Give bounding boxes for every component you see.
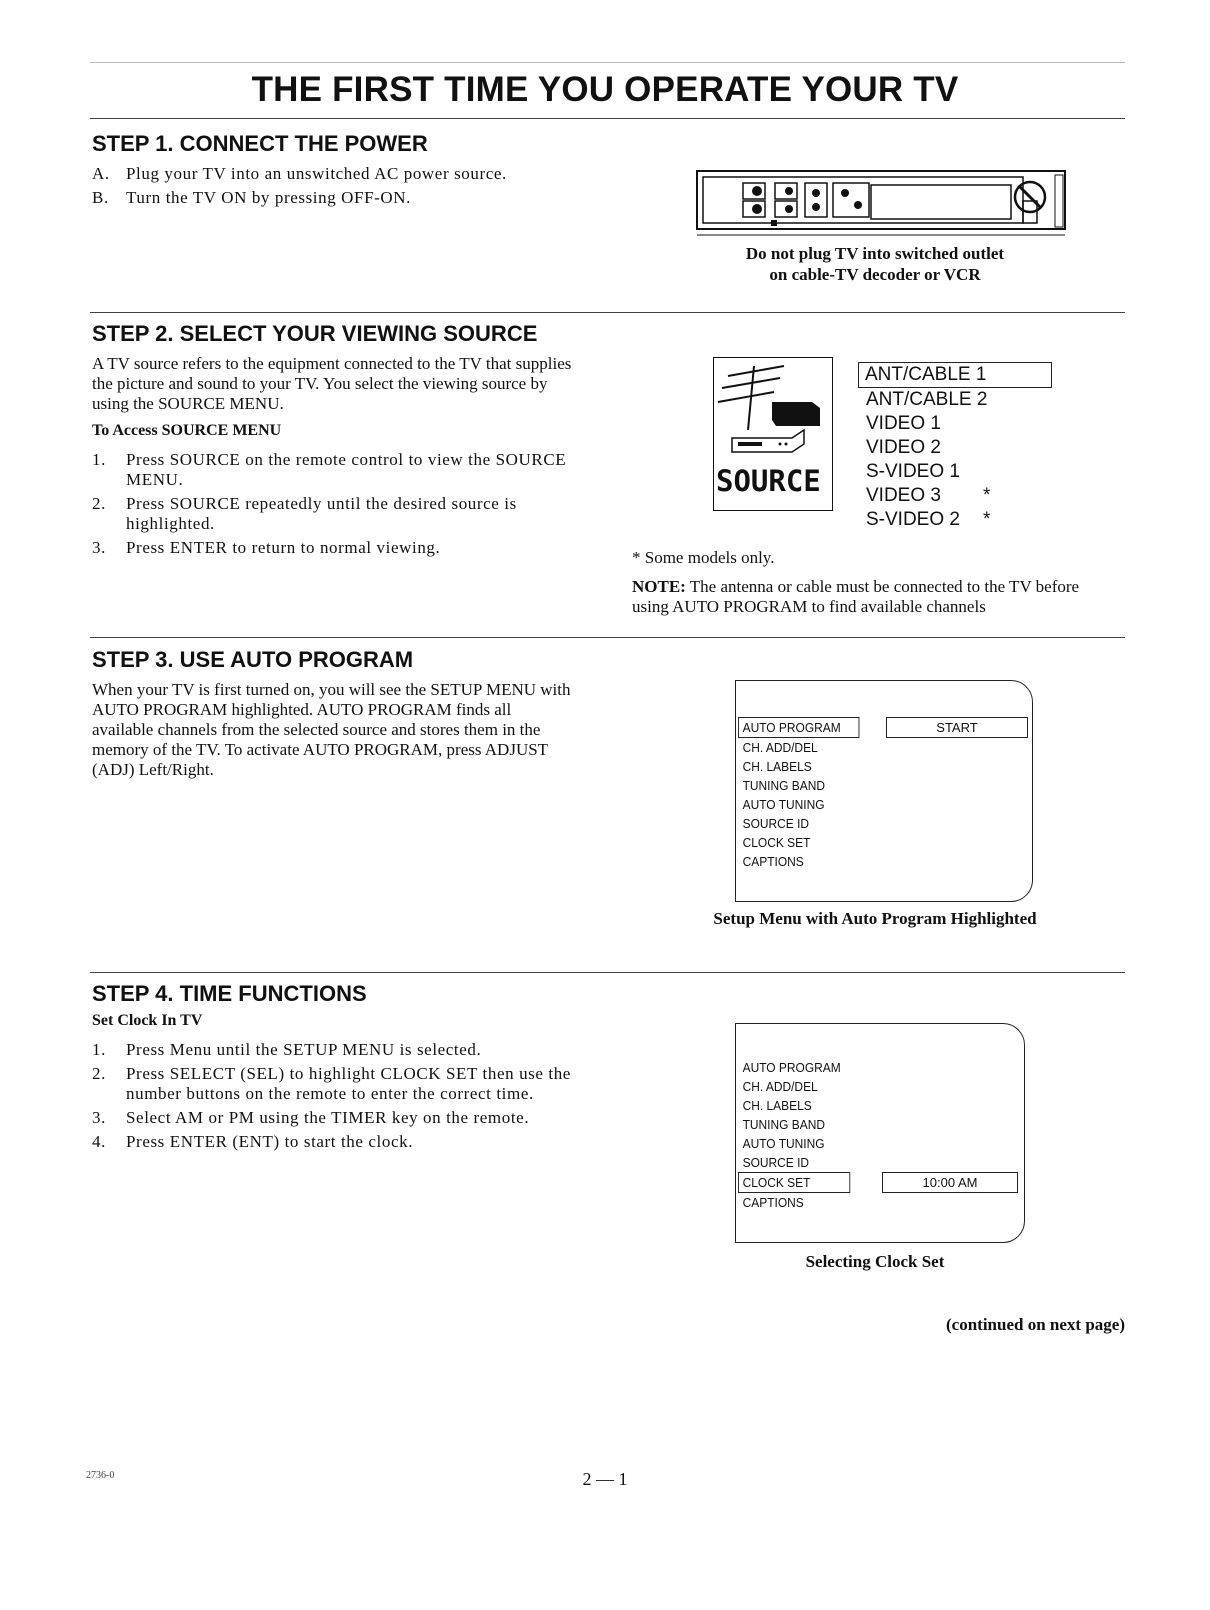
menu-item[interactable]: SOURCE ID <box>742 1155 810 1170</box>
step1-caption: Do not plug TV into switched outlet on cable-TV decoder or VCR <box>745 244 1005 284</box>
source-item[interactable]: ANT/CABLE 2 <box>866 389 988 410</box>
step4-heading: STEP 4. TIME FUNCTIONS <box>92 981 367 1006</box>
menu-value[interactable]: 10:00 AM <box>882 1172 1018 1193</box>
list-item: 1. Press Menu until the SETUP MENU is selected. <box>92 1040 482 1059</box>
source-label: SOURCE <box>716 464 821 498</box>
step4-caption: Selecting Clock Set <box>805 1252 945 1271</box>
menu-item[interactable]: CH. LABELS <box>742 759 812 774</box>
source-item[interactable]: S-VIDEO 1 <box>866 461 960 482</box>
menu-item[interactable]: TUNING BAND <box>742 778 825 793</box>
section-rule <box>90 972 1125 973</box>
menu-item[interactable]: CH. LABELS <box>742 1098 812 1113</box>
menu-item[interactable]: AUTO TUNING <box>742 1136 825 1151</box>
step2-intro: A TV source refers to the equipment connected to the TV that supplies the picture and sound to your TV. You select the viewing source by using the SOURCE MENU. <box>92 354 572 413</box>
footnote: * Some models only. <box>632 548 775 567</box>
section-rule <box>90 637 1125 638</box>
step2-list <box>92 450 592 562</box>
step4-list <box>92 1040 592 1156</box>
menu-item[interactable]: CLOCK SET <box>742 835 811 850</box>
step2-subheading: To Access SOURCE MENU <box>92 422 282 439</box>
step1-list <box>92 164 612 212</box>
asterisk-mark: * <box>983 485 991 506</box>
setup-menu-clock-set <box>735 1023 1025 1243</box>
source-item[interactable]: S-VIDEO 2 * <box>866 509 991 530</box>
source-item[interactable]: VIDEO 3 * <box>866 485 991 506</box>
menu-item-selected[interactable]: CLOCK SET <box>738 1172 850 1193</box>
step2-heading: STEP 2. SELECT YOUR VIEWING SOURCE <box>92 321 538 346</box>
list-item: 3. Press ENTER to return to normal viewing. <box>92 538 441 557</box>
list-item: A. Plug your TV into an unswitched AC power source. <box>92 164 507 183</box>
top-faint-rule <box>90 62 1125 63</box>
menu-item[interactable]: AUTO TUNING <box>742 797 825 812</box>
menu-item[interactable]: CAPTIONS <box>742 1195 804 1210</box>
step4-subheading: Set Clock In TV <box>92 1012 203 1029</box>
menu-item[interactable]: TUNING BAND <box>742 1117 825 1132</box>
list-item: 4. Press ENTER (ENT) to start the clock. <box>92 1132 414 1151</box>
step1-heading: STEP 1. CONNECT THE POWER <box>92 131 428 156</box>
tv-back-panel-illustration <box>695 165 1070 240</box>
page-number: 2 — 1 <box>582 1469 628 1489</box>
list-item: 3. Select AM or PM using the TIMER key on the remote. <box>92 1108 530 1127</box>
list-item: 2. Press SELECT (SEL) to highlight CLOCK SET then use the number buttons on the remote to enter the correct time. <box>92 1064 571 1103</box>
source-menu <box>858 362 1058 532</box>
source-illustration <box>713 357 833 511</box>
step3-intro: When your TV is first turned on, you will see the SETUP MENU with AUTO PROGRAM highlighted. AUTO PROGRAM finds all available channels from the selected source and stores them in the memory of the TV. To activate AUTO PROGRAM, press ADJUST (ADJ) Left/Right. <box>92 680 571 779</box>
antenna-vcr-icon <box>714 358 832 466</box>
source-item[interactable]: VIDEO 2 <box>866 437 941 458</box>
source-item-selected[interactable]: ANT/CABLE 1 <box>858 362 1052 388</box>
menu-value[interactable]: START <box>886 717 1028 738</box>
menu-item-selected[interactable]: AUTO PROGRAM <box>738 717 859 738</box>
menu-item[interactable]: SOURCE ID <box>742 816 810 831</box>
menu-item[interactable]: CH. ADD/DEL <box>742 1079 818 1094</box>
note: NOTE: The antenna or cable must be connected to the TV before using AUTO PROGRAM to find available channels <box>632 577 1080 616</box>
section-rule <box>90 312 1125 313</box>
asterisk-mark: * <box>983 509 991 530</box>
continued-note: (continued on next page) <box>946 1315 1125 1334</box>
step3-heading: STEP 3. USE AUTO PROGRAM <box>92 647 414 672</box>
list-item: B. Turn the TV ON by pressing OFF-ON. <box>92 188 412 207</box>
menu-item[interactable]: AUTO PROGRAM <box>742 1060 841 1075</box>
page-title: THE FIRST TIME YOU OPERATE YOUR TV <box>251 70 959 109</box>
setup-menu-auto-program <box>735 680 1033 902</box>
source-item[interactable]: VIDEO 1 <box>866 413 941 434</box>
menu-item[interactable]: CAPTIONS <box>742 854 804 869</box>
menu-item[interactable]: CH. ADD/DEL <box>742 740 818 755</box>
list-item: 2. Press SOURCE repeatedly until the desired source is highlighted. <box>92 494 517 533</box>
step3-caption: Setup Menu with Auto Program Highlighted <box>713 909 1037 928</box>
list-item: 1. Press SOURCE on the remote control to view the SOURCE MENU. <box>92 450 567 489</box>
footer-code: 2736-0 <box>86 1470 115 1481</box>
title-rule <box>90 118 1125 119</box>
